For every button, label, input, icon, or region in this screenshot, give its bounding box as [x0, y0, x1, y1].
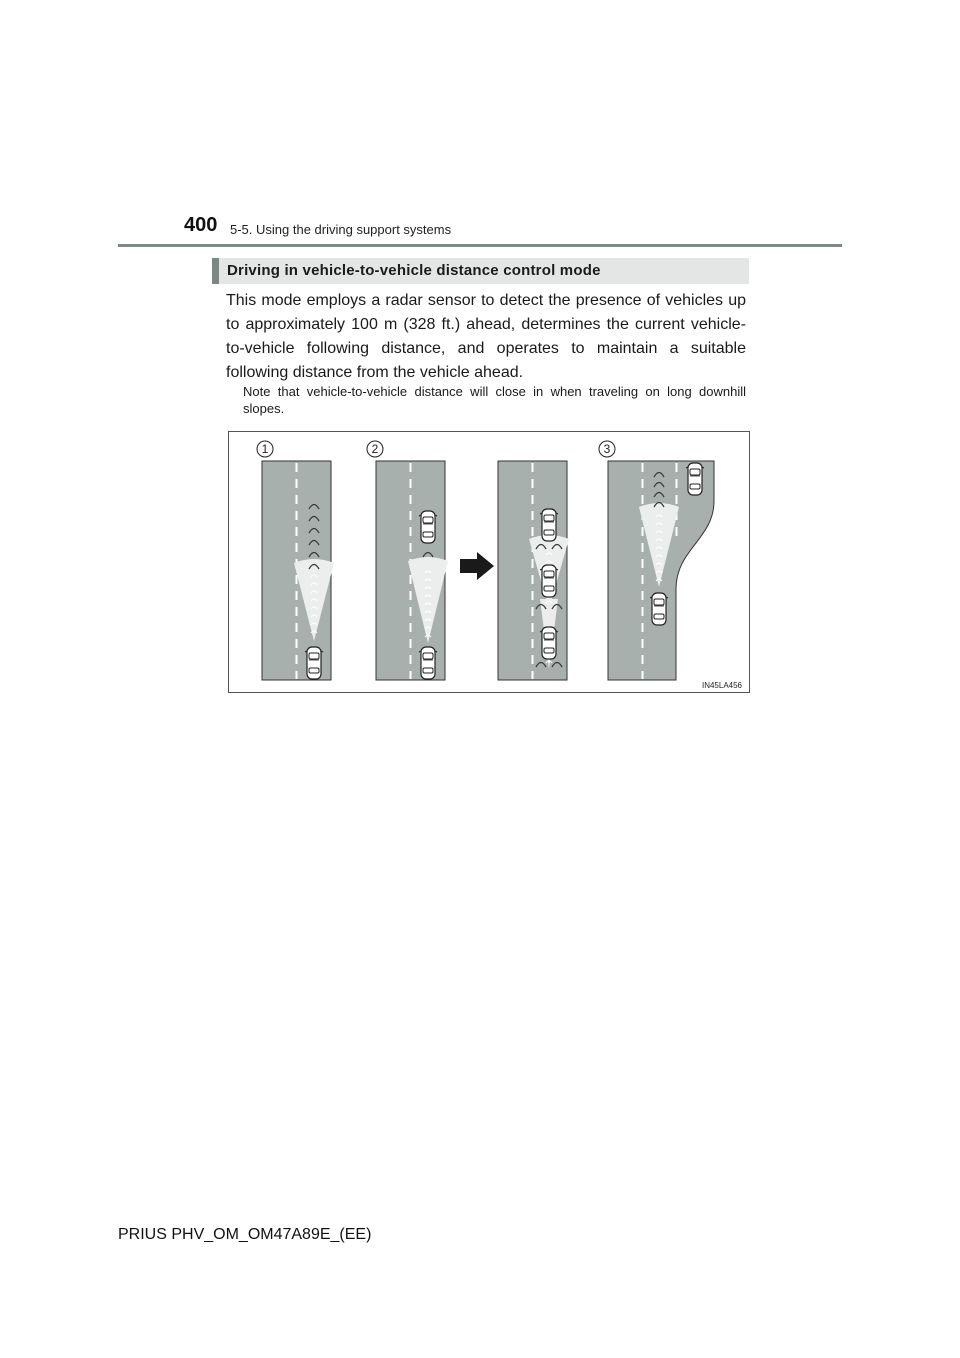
footer-code: PRIUS PHV_OM_OM47A89E_(EE): [118, 1226, 372, 1243]
section-heading: [212, 258, 749, 284]
marker-3-label: 3: [603, 442, 611, 456]
section-label: 5-5. Using the driving support systems: [230, 222, 452, 237]
own-vehicle: [650, 593, 668, 625]
section-heading-text: Driving in vehicle-to-vehicle distance control mode: [227, 262, 601, 279]
marker-1-label: 1: [261, 442, 269, 456]
vehicle-in-adjacent-lane: [686, 463, 704, 495]
following-vehicle: [540, 627, 558, 659]
own-vehicle: [540, 565, 558, 597]
marker-3: [599, 441, 615, 457]
own-vehicle: [419, 647, 437, 679]
page-number: 400: [184, 214, 218, 236]
illustration: [228, 431, 750, 693]
preceding-vehicle: [419, 511, 437, 543]
body-paragraph: This mode employs a radar sensor to detect the presence of vehicles up to approximately 100 m (328 ft.) ahead, determines the current vehicle-to-vehicle following distance, and operates to maintain a suitable following distance from the vehicle ahead.: [226, 292, 746, 381]
marker-2: [367, 441, 383, 457]
own-vehicle: [305, 647, 323, 679]
road-1: [262, 461, 334, 680]
header-rule: [118, 244, 842, 247]
preceding-vehicle: [540, 509, 558, 541]
figure-code: IN45LA456: [701, 681, 742, 690]
marker-1: [257, 441, 273, 457]
road-2: [376, 461, 448, 680]
marker-2-label: 2: [371, 442, 379, 456]
illustration-svg: [228, 431, 750, 693]
road-3: [498, 461, 569, 680]
note-paragraph: Note that vehicle-to-vehicle distance will close in when traveling on long downhill slopes.: [243, 384, 746, 416]
